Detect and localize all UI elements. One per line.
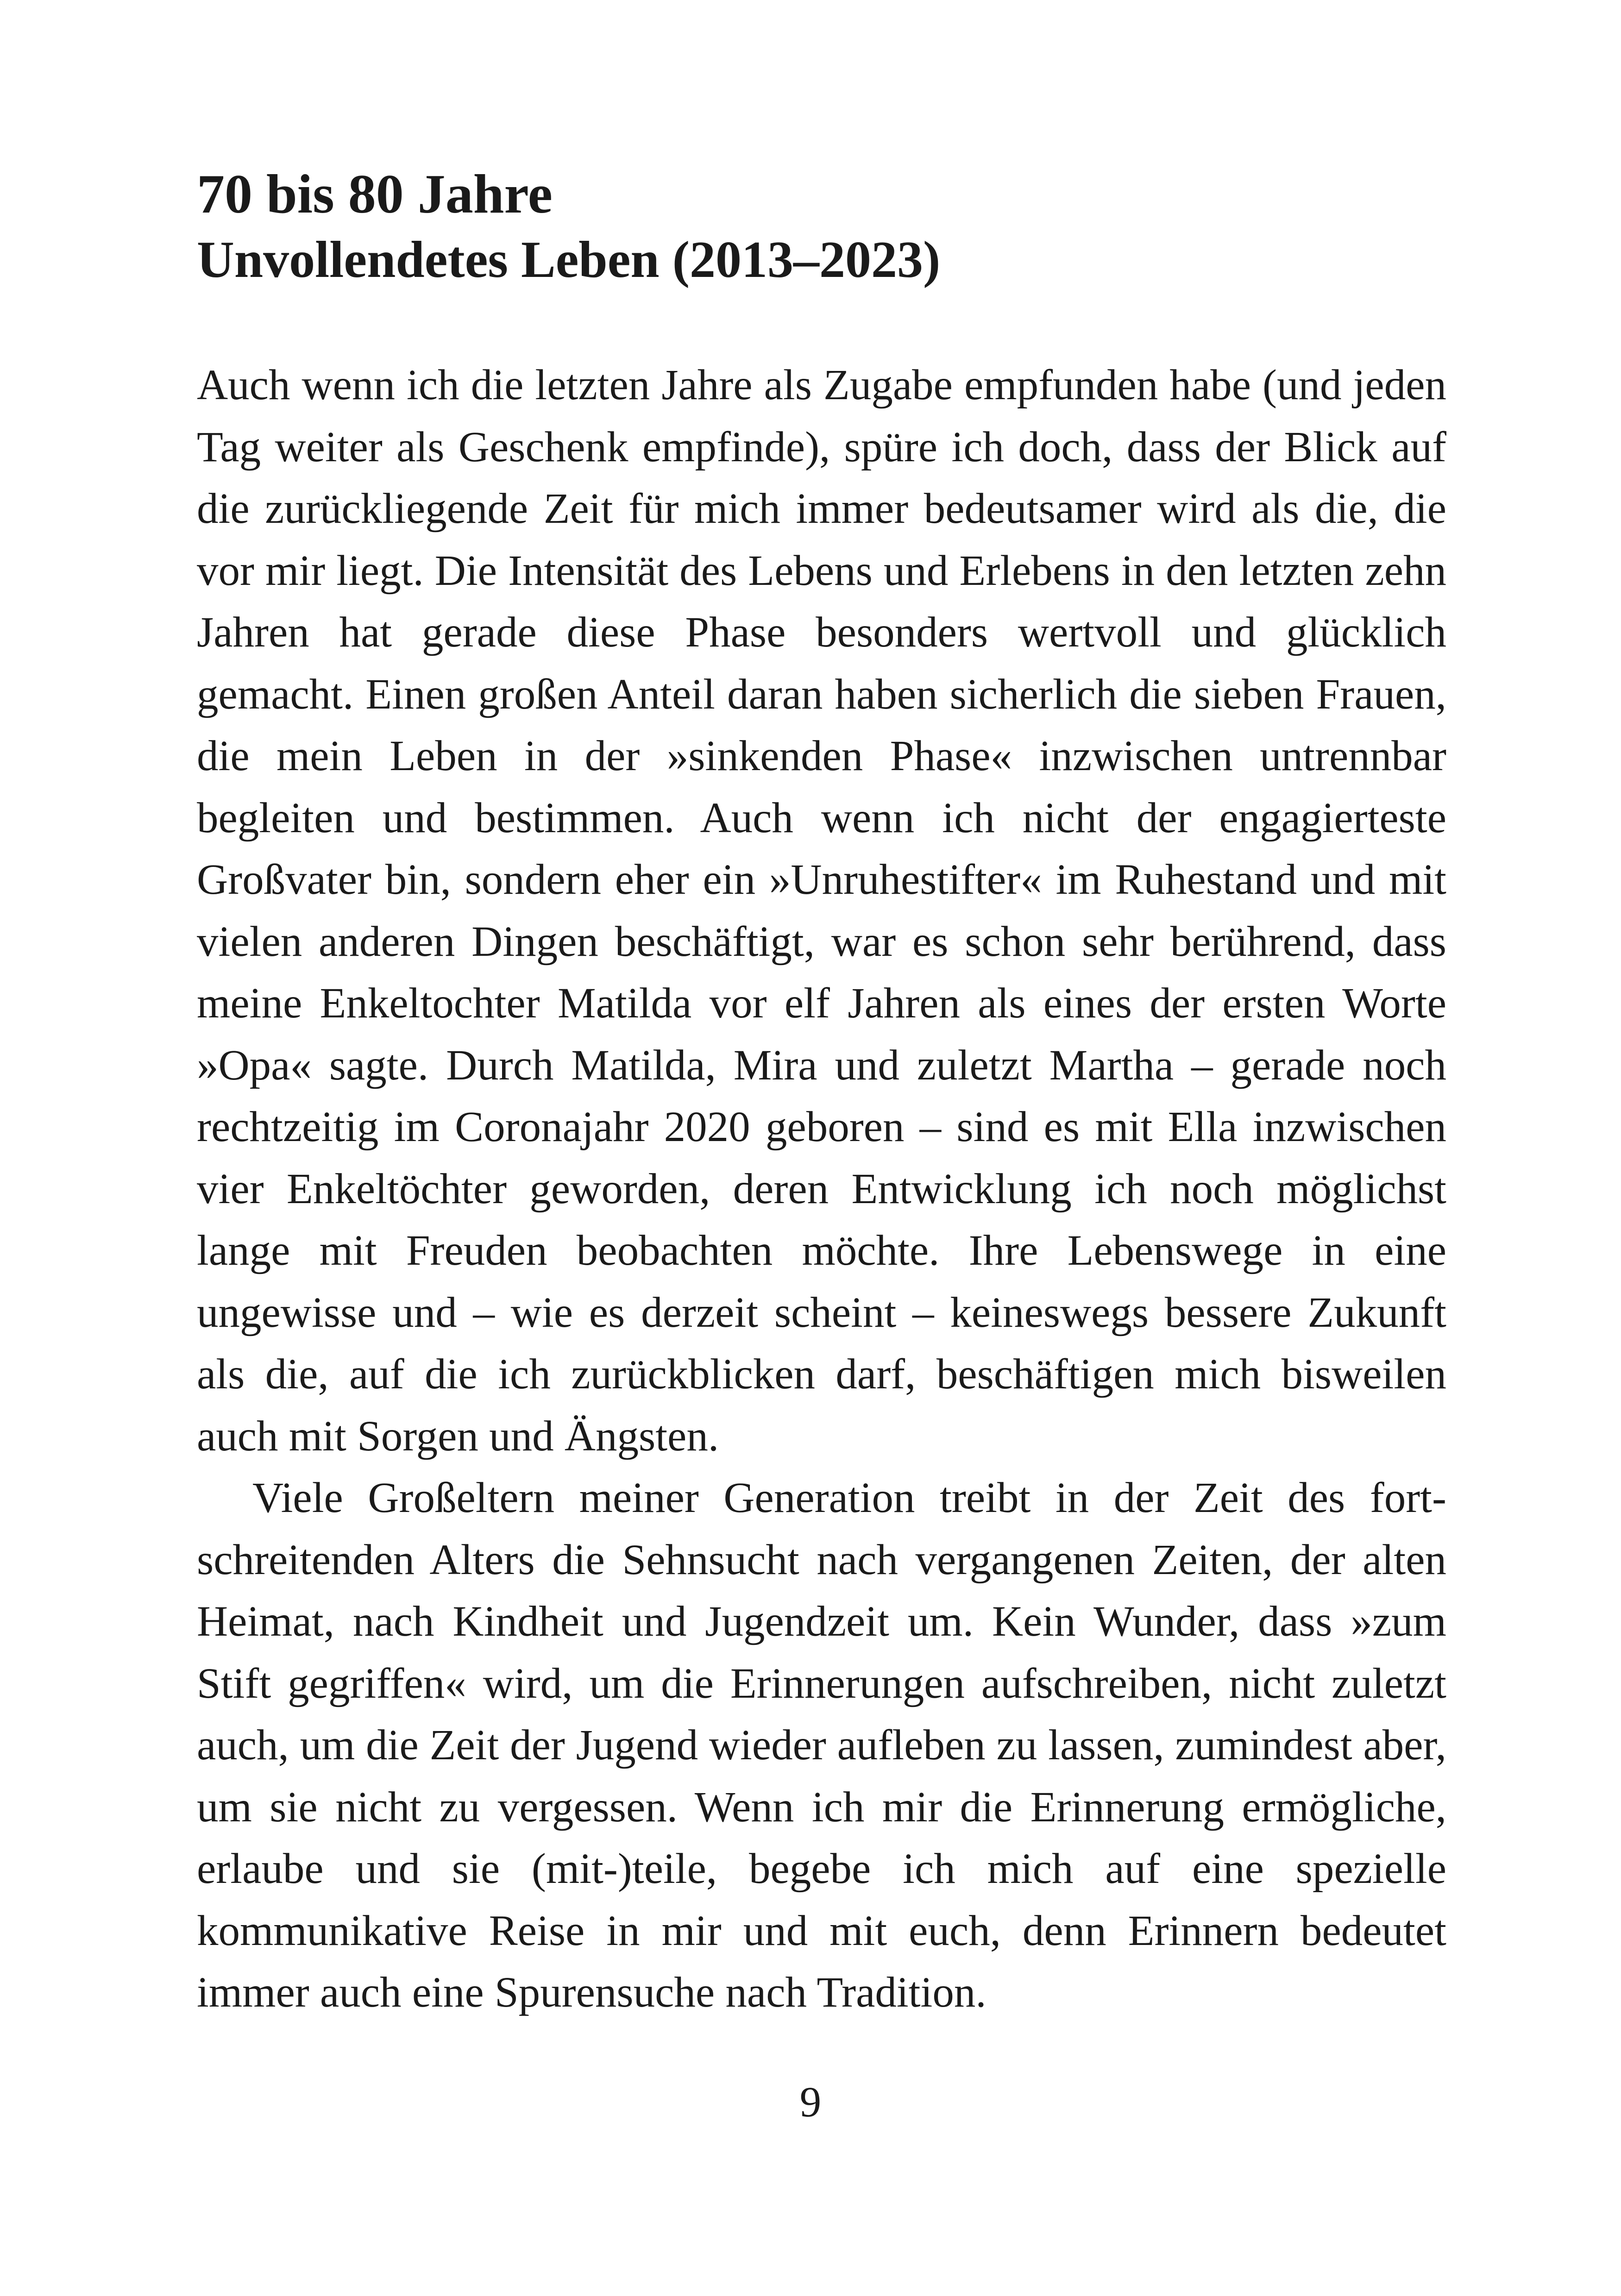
paragraph-2: Viele Großeltern meiner Generation treibt in der Zeit des fortschreitenden Alters die Sehnsucht nach vergangenen Zeiten, der alten Heimat, nach Kindheit und Jugendzeit um. Kein Wunder, dass »zum Stift gegriffen« wird, um die Erinnerungen aufschreiben, nicht zuletzt auch, um die Zeit der Jugend wieder aufleben zu lassen, zumindest aber, um sie nicht zu vergessen. Wenn ich mir die Erinnerung ermögliche, erlaube und sie (mit-)teile, begebe ich mich auf eine spezielle kommunikative Reise in mir und mit euch, denn Erinnern bedeutet immer auch eine Spurensuche nach Tradition. xyxy=(197,1474,1446,2016)
chapter-heading xyxy=(197,160,1447,291)
chapter-title: 70 bis 80 Jahre xyxy=(197,163,553,225)
chapter-body xyxy=(197,354,1446,2024)
page-number: 9 xyxy=(799,2078,822,2126)
paragraph-1: Auch wenn ich die letzten Jahre als Zugabe empfunden habe (und jeden Tag weiter als Geschenk empfinde), spüre ich doch, dass der Blick auf die zurückliegende Zeit für mich immer bedeutsamer wird als die, die vor mir liegt. Die Intensität des Lebens und Erlebens in den letzten zehn Jahren hat gerade diese Phase besonders wertvoll und glücklich gemacht. Einen großen Anteil daran haben sicherlich die sieben Frauen, die mein Leben in der »sinkenden Phase« inzwischen untrennbar begleiten und bestimmen. Auch wenn ich nicht der engagierteste Großvater bin, sondern eher ein »Unruhestifter« im Ruhestand und mit vielen anderen Dingen beschäftigt, war es schon sehr berührend, dass meine Enkeltochter Matilda vor elf Jahren als eines der ersten Worte »Opa« sagte. Durch Matilda, Mira und zuletzt Martha – gerade noch rechtzeitig im Coronajahr 2020 geboren – sind es mit Ella inzwischen vier Enkeltöchter geworden, deren Entwicklung ich noch möglichst lange mit Freuden beobachten möchte. Ihre Lebenswege in eine ungewisse und – wie es derzeit scheint – keineswegs bessere Zukunft als die, auf die ich zurückblicken darf, beschäftigen mich bisweilen auch mit Sorgen und Ängsten. xyxy=(197,361,1446,1460)
chapter-subtitle: Unvollendetes Leben (2013–2023) xyxy=(197,231,941,289)
